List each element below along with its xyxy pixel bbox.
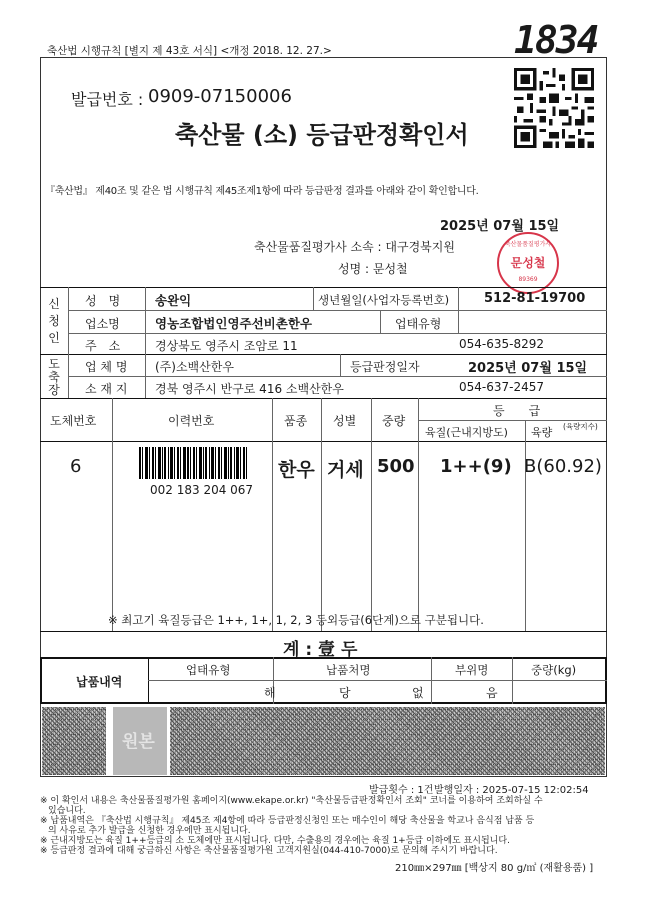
issue-time: 발행일자 : 2025-07-15 12:02:54 bbox=[434, 785, 589, 796]
seal-top-text: 축산물품질평가사 bbox=[504, 241, 552, 248]
delivery-header-business-type: 업태유형 bbox=[186, 663, 231, 677]
grading-date: 2025년 07월 15일 bbox=[468, 361, 588, 376]
total-count: 계 : 壹 두 bbox=[283, 640, 358, 660]
delivery-header-part: 부위명 bbox=[455, 663, 489, 677]
evaluator-org: 축산물품질평가사 소속 : 대구경북지원 bbox=[254, 240, 455, 254]
delivery-value-2: 당 bbox=[339, 686, 351, 700]
qr-code-icon bbox=[514, 68, 594, 148]
seal-name: 문성철 bbox=[510, 256, 546, 270]
slaughterhouse-phone: 054-637-2457 bbox=[459, 380, 545, 394]
handwritten-number: 1834 bbox=[514, 18, 598, 62]
address-label: 주 소 bbox=[85, 339, 121, 353]
applicant-name-label: 성 명 bbox=[85, 294, 121, 308]
header-quality: 육질(근내지방도) bbox=[425, 426, 508, 439]
slaughterhouse-section-label: 도축장 bbox=[48, 357, 60, 397]
business-registration-number: 512-81-19700 bbox=[484, 291, 586, 306]
sex-value: 거세 bbox=[327, 459, 364, 481]
breed-value: 한우 bbox=[278, 459, 315, 481]
header-weight: 중량 bbox=[382, 414, 406, 428]
applicant-name: 송완익 bbox=[155, 293, 192, 308]
seal-bottom-text: 89369 bbox=[518, 276, 538, 283]
applicant-section-label: 신청인 bbox=[48, 297, 60, 345]
header-sex: 성별 bbox=[333, 414, 357, 428]
header-breed: 품종 bbox=[284, 414, 308, 428]
paper-spec: 210㎜×297㎜ [백상지 80 g/㎡ (재활용품) ] bbox=[395, 863, 594, 874]
business-name-label: 업소명 bbox=[85, 317, 120, 331]
delivery-header-weight: 중량(kg) bbox=[531, 663, 577, 677]
header-yield: 육량 bbox=[531, 426, 553, 439]
applicant-phone: 054-635-8292 bbox=[459, 337, 545, 351]
slaughterhouse-location: 경북 영주시 반구로 416 소백산한우 bbox=[155, 382, 344, 396]
original-watermark-box bbox=[113, 707, 167, 775]
grade-note: ※ 최고기 육질등급은 1++, 1+, 1, 2, 3 등외등급(6단계)으로 구분됩니다. bbox=[108, 613, 484, 627]
footer-note-3: ※ 근내지방도는 육질 1++등급의 소 도체에만 표시됩니다. 다만, 수출용의 경우에는 육질 1+등급 이하에도 표시됩니다. bbox=[40, 836, 510, 846]
intro-text: 『축산법』 제40조 및 같은 법 시행규칙 제45조제1항에 따라 등급판정 결과를 아래와 같이 확인합니다. bbox=[45, 186, 479, 197]
delivery-header-recipient: 납품처명 bbox=[326, 663, 371, 677]
carcass-number: 6 bbox=[70, 456, 82, 477]
footer-note-2: ※ 납품내역은 『축산법 시행규칙』 제45조 제4항에 따라 등급판정신청인 또는 매수인이 해당 축산물을 학교나 음식점 납품 등 bbox=[40, 816, 535, 826]
issue-date: 2025년 07월 15일 bbox=[440, 219, 560, 234]
applicant-address: 경상북도 영주시 조암로 11 bbox=[155, 339, 298, 353]
company-label: 업 체 명 bbox=[85, 360, 128, 374]
grading-date-label: 등급판정일자 bbox=[350, 360, 420, 374]
header-trace-no: 이력번호 bbox=[168, 414, 215, 428]
footer-note-1b: 있습니다. bbox=[48, 806, 86, 816]
header-yield-index: (육량지수) bbox=[563, 422, 598, 431]
delivery-label: 납품내역 bbox=[76, 675, 123, 689]
form-header: 축산법 시행규칙 [별지 제 43호 서식] <개정 2018. 12. 27.> bbox=[47, 45, 332, 57]
delivery-value-3: 없 bbox=[412, 686, 424, 700]
footer-note-4: ※ 등급판정 결과에 대해 궁금하신 사항은 축산물품질평가원 고객지원실(044-410-7000)로 문의해 주시기 바랍니다. bbox=[40, 846, 498, 856]
footer-note-2b: 의 사유로 추가 발급을 신청한 경우에만 표시됩니다. bbox=[48, 826, 251, 836]
quality-grade: 1++(9) bbox=[440, 456, 512, 477]
barcode-icon bbox=[139, 447, 247, 479]
document-title: 축산물 (소) 등급판정확인서 bbox=[175, 121, 469, 149]
issue-number-label: 발급번호 : bbox=[71, 90, 144, 109]
issue-count: 발급횟수 : 1건 bbox=[369, 785, 434, 796]
header-grade: 등 급 bbox=[493, 404, 541, 418]
issue-number: 0909-07150006 bbox=[148, 86, 292, 107]
header-carcass-no: 도체번호 bbox=[50, 414, 97, 428]
yield-grade: B(60.92) bbox=[524, 456, 602, 477]
slaughterhouse-company: (주)소백산한우 bbox=[155, 360, 234, 374]
delivery-value-1: 해 bbox=[264, 686, 276, 700]
evaluator-name: 성명 : 문성철 bbox=[338, 262, 408, 276]
delivery-value-4: 음 bbox=[486, 686, 498, 700]
footer-note-1: ※ 이 확인서 내용은 축산물품질평가원 홈페이지(www.ekape.or.kr) "축산물등급판정확인서 조회" 코너를 이용하여 조회하실 수 bbox=[40, 796, 543, 806]
trace-number: 002 183 204 067 bbox=[150, 483, 254, 497]
birth-label: 생년월일(사업자등록번호) bbox=[318, 293, 450, 307]
weight-value: 500 bbox=[377, 456, 415, 477]
official-seal bbox=[497, 232, 559, 294]
anti-copy-pattern-left bbox=[42, 707, 106, 775]
original-watermark: 원본 bbox=[122, 732, 155, 752]
location-label: 소 재 지 bbox=[85, 382, 128, 396]
business-type-label: 업태유형 bbox=[395, 317, 442, 331]
anti-copy-pattern-right bbox=[170, 707, 605, 775]
business-name: 영농조합법인영주선비촌한우 bbox=[155, 316, 312, 331]
